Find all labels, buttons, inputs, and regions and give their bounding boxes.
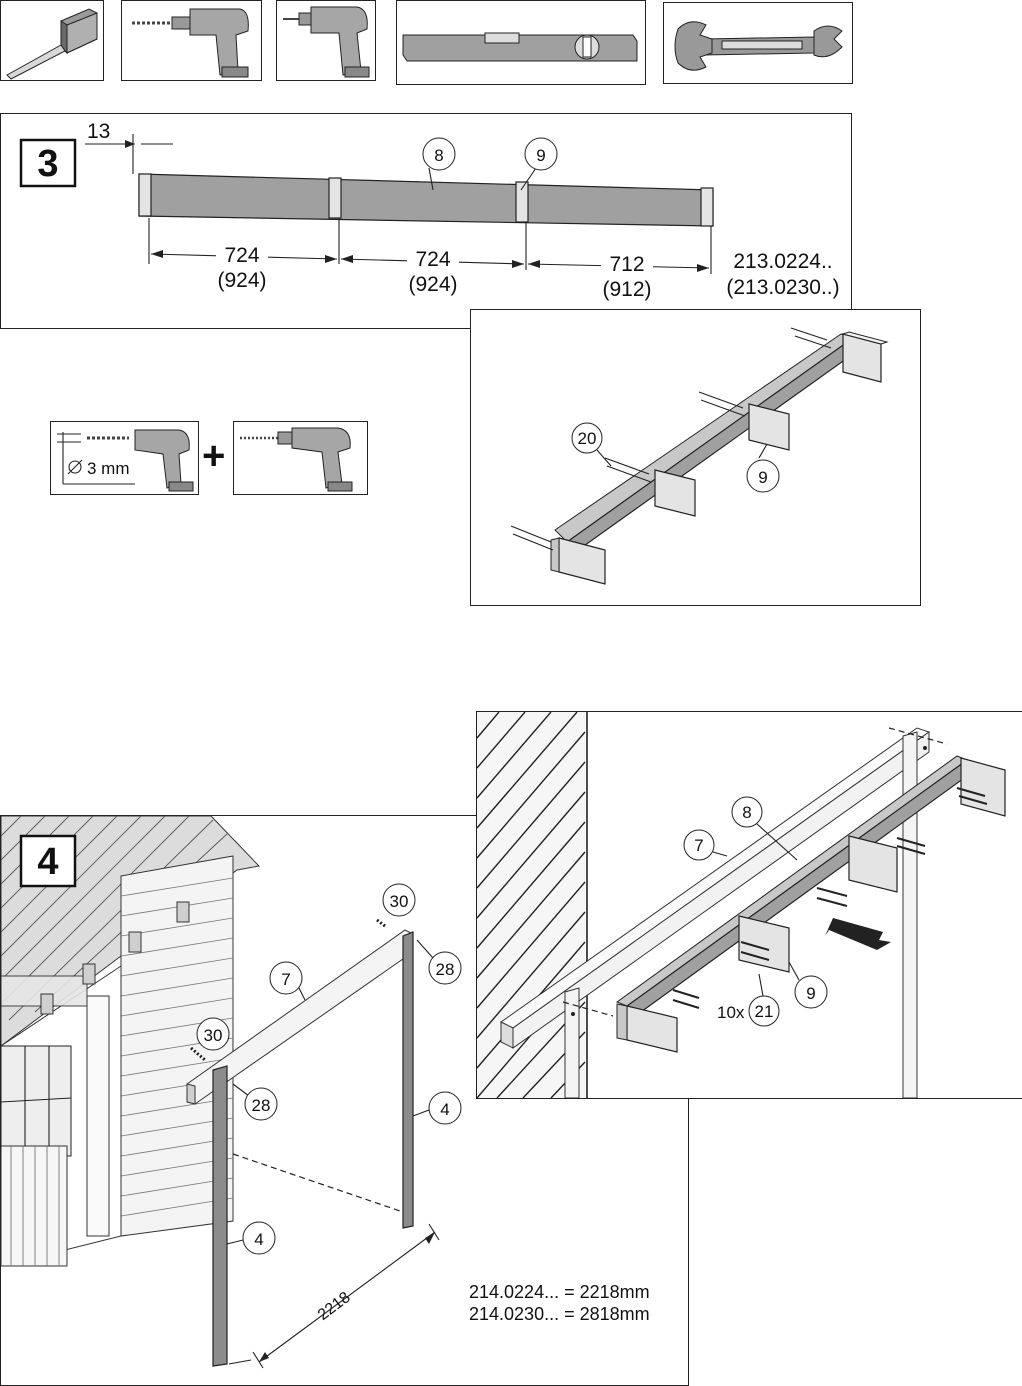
step4-detail-screw-count: 10x xyxy=(717,1003,745,1022)
step3-model-a: 213.0224.. xyxy=(733,250,833,273)
drill-icon xyxy=(122,1,261,80)
step4-number: 4 xyxy=(37,841,59,883)
step3-block-label: 9 xyxy=(536,146,546,165)
step3-detail-diagram xyxy=(471,310,920,605)
step4-detail-screw-label: 21 xyxy=(754,1002,774,1021)
step4-post-right-label: 4 xyxy=(440,1100,450,1119)
step4-detail-block-label: 9 xyxy=(806,984,816,1003)
step3-model-b: (213.0230..) xyxy=(726,276,840,299)
wrench-icon xyxy=(664,3,852,83)
screwdriver-drill-icon xyxy=(292,428,350,488)
step4-post-left xyxy=(213,1066,227,1366)
plus-sign: + xyxy=(202,434,226,478)
step4-model-a: 214.0224... = 2218mm xyxy=(469,1282,650,1302)
step4-detail-post-left xyxy=(565,988,579,1098)
tool-wrench xyxy=(663,2,853,84)
step3-beam xyxy=(139,174,713,226)
step4-span-label: 2218 xyxy=(314,1288,354,1324)
step3-dim-2: 724 xyxy=(415,248,451,271)
step4-model-b: 214.0230... = 2818mm xyxy=(469,1304,650,1324)
step4-screw-top-label: 30 xyxy=(389,892,409,911)
spirit-level-icon xyxy=(397,1,645,84)
step4-detail-beam-top-label: 8 xyxy=(742,803,752,822)
step3-detail-panel xyxy=(470,309,921,606)
screwdriver-hint-diagram xyxy=(234,422,367,494)
step3-dim-1-alt: (924) xyxy=(217,269,267,292)
tool-tape-measure xyxy=(0,0,104,81)
step4-beam-label: 7 xyxy=(281,970,291,989)
step4-detail-panel xyxy=(476,711,1022,1099)
step4-detail-diagram xyxy=(477,712,1022,1098)
step3-detail-beam xyxy=(567,338,853,558)
step3-dim-3-alt: (912) xyxy=(602,278,652,301)
step4-post-left-label: 4 xyxy=(254,1230,264,1249)
step4-detail-front-beam-label: 7 xyxy=(694,836,704,855)
drill-hint-diagram xyxy=(51,422,198,494)
step3-detail-screw-label: 20 xyxy=(577,429,597,448)
step3-dim-1: 724 xyxy=(224,244,260,267)
screwdriver-drill-icon xyxy=(277,1,375,80)
step3-number: 3 xyxy=(37,143,59,185)
step3-beam-label: 8 xyxy=(434,146,444,165)
drill-diameter-label: 3 mm xyxy=(87,459,130,478)
step3-diagram xyxy=(1,114,851,328)
step4-bolt-top-label: 28 xyxy=(435,960,455,979)
drill-hint-panel xyxy=(50,421,199,495)
step4-detail-arrow-icon xyxy=(825,918,891,950)
step3-detail-block-label: 9 xyxy=(758,468,768,487)
tool-screwdriver-drill xyxy=(276,0,376,81)
step3-dim-2-alt: (924) xyxy=(408,273,458,296)
drill-icon xyxy=(135,430,189,488)
tool-spirit-level xyxy=(396,0,646,85)
step3-offset-label: 13 xyxy=(87,120,111,143)
tape-measure-icon xyxy=(1,1,103,80)
tool-drill xyxy=(121,0,262,81)
step4-screw-left-label: 30 xyxy=(203,1026,223,1045)
screwdriver-hint-panel xyxy=(233,421,368,495)
step4-bolt-left-label: 28 xyxy=(251,1096,271,1115)
step4-post-right xyxy=(403,932,413,1228)
step3-dim-3: 712 xyxy=(609,253,645,276)
step3-panel xyxy=(0,113,852,329)
